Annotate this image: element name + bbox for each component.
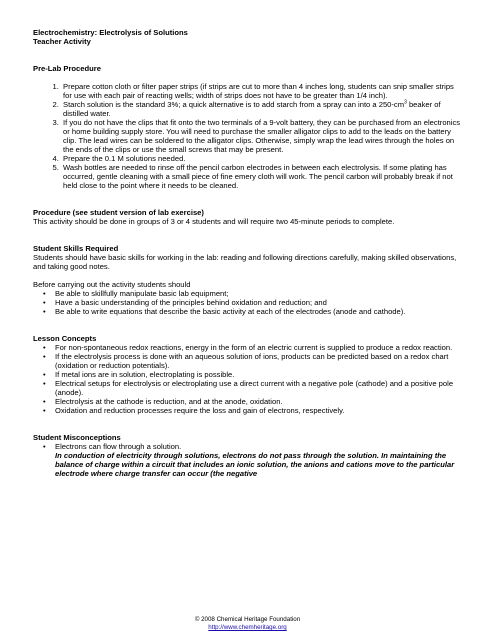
prelab-list — [33, 82, 463, 190]
concepts-heading: Lesson Concepts — [33, 334, 97, 343]
prelab-item: 4. Prepare the 0.1 M solutions needed. — [61, 154, 463, 163]
list-item: • Have a basic understanding of the principles behind oxidation and reduction; and — [55, 298, 463, 307]
prelab-item: 2. Starch solution is the standard 3%; a quick alternative is to add starch from a spray can into a $250-cm^3$ beaker of distilled water. — [61, 100, 463, 118]
list-item: • Be able to skillfully manipulate basic lab equipment; — [55, 289, 463, 298]
document-title: Electrochemistry: Electrolysis of Solutions — [33, 28, 188, 37]
list-item: • Electrical setups for electrolysis or electroplating use a direct current with a negative pole (cathode) and a positive pole (anode). — [55, 379, 463, 397]
skills-heading: Student Skills Required — [33, 244, 119, 253]
skills-text: Students should have basic skills for working in the lab: reading and following directions carefully, making skilled observations, and taking good notes. — [33, 253, 457, 271]
document-page — [33, 28, 463, 478]
copyright-text: © 2008 Chemical Heritage Foundation — [194, 616, 301, 623]
procedure-heading: Procedure (see student version of lab exercise) — [33, 208, 204, 217]
misconceptions-list — [33, 442, 463, 478]
skills-intro: Before carrying out the activity students should — [33, 280, 191, 289]
misconception-correction: In conduction of electricity through solutions, electrons do not pass through the solution. In maintaining the balance of charge within a circuit that includes an ionic solution, the anions and cations move to the particular electrode where charge transfer can occur (the negative — [55, 451, 455, 478]
list-item: • If metal ions are in solution, electroplating is possible. — [55, 370, 463, 379]
misconceptions-heading: Student Misconceptions — [33, 433, 121, 442]
list-item: • Electrolysis at the cathode is reduction, and at the anode, oxidation. — [55, 397, 463, 406]
document-subtitle: Teacher Activity — [33, 37, 91, 46]
list-item: • If the electrolysis process is done with an aqueous solution of ions, products can be predicted based on a redox chart (oxidation or reduction potentials). — [55, 352, 463, 370]
prelab-item: 3. If you do not have the clips that fit onto the two terminals of a 9-volt battery, they can be purchased from an electronics or home building supply store. You will need to purchase the smaller alligator clips to add to the leads on the battery clip. The lead wires can be soldered to the alligator clips. Otherwise, simply wrap the lead wires through the holes on the ends of the clips or use the small screws that may be present. — [61, 118, 463, 154]
footer-link[interactable]: http://www.chemheritage.org — [208, 624, 287, 631]
page-footer — [0, 616, 495, 632]
procedure-text: This activity should be done in groups of 3 or 4 students and will require two 45-minute periods to complete. — [33, 217, 395, 226]
list-item: • For non-spontaneous redox reactions, energy in the form of an electric current is supplied to produce a redox reaction. — [55, 343, 463, 352]
list-item — [55, 442, 463, 478]
prelab-heading: Pre-Lab Procedure — [33, 64, 101, 73]
concepts-list — [33, 343, 463, 415]
superscript: 3 — [404, 99, 407, 106]
skills-list — [33, 289, 463, 316]
prelab-item: 1. Prepare cotton cloth or filter paper strips (if strips are cut to more than 4 inches long, students can snip smaller strips for use with each pair of reacting wells; width of strips does not have to be greater than 1/4 inch). — [61, 82, 463, 100]
misconception-text: • Electrons can flow through a solution. — [55, 442, 182, 451]
prelab-item: 5. Wash bottles are needed to rinse off the pencil carbon electrodes in between each electrolysis. If some plating has occurred, gentle cleaning with a small piece of fine emery cloth will work. The pencil carbon will probably break if not held close to the point where it needs to be cleaned. — [61, 163, 463, 190]
list-item: • Oxidation and reduction processes require the loss and gain of electrons, respectively. — [55, 406, 463, 415]
list-item: • Be able to write equations that describe the basic activity at each of the electrodes (anode and cathode). — [55, 307, 463, 316]
